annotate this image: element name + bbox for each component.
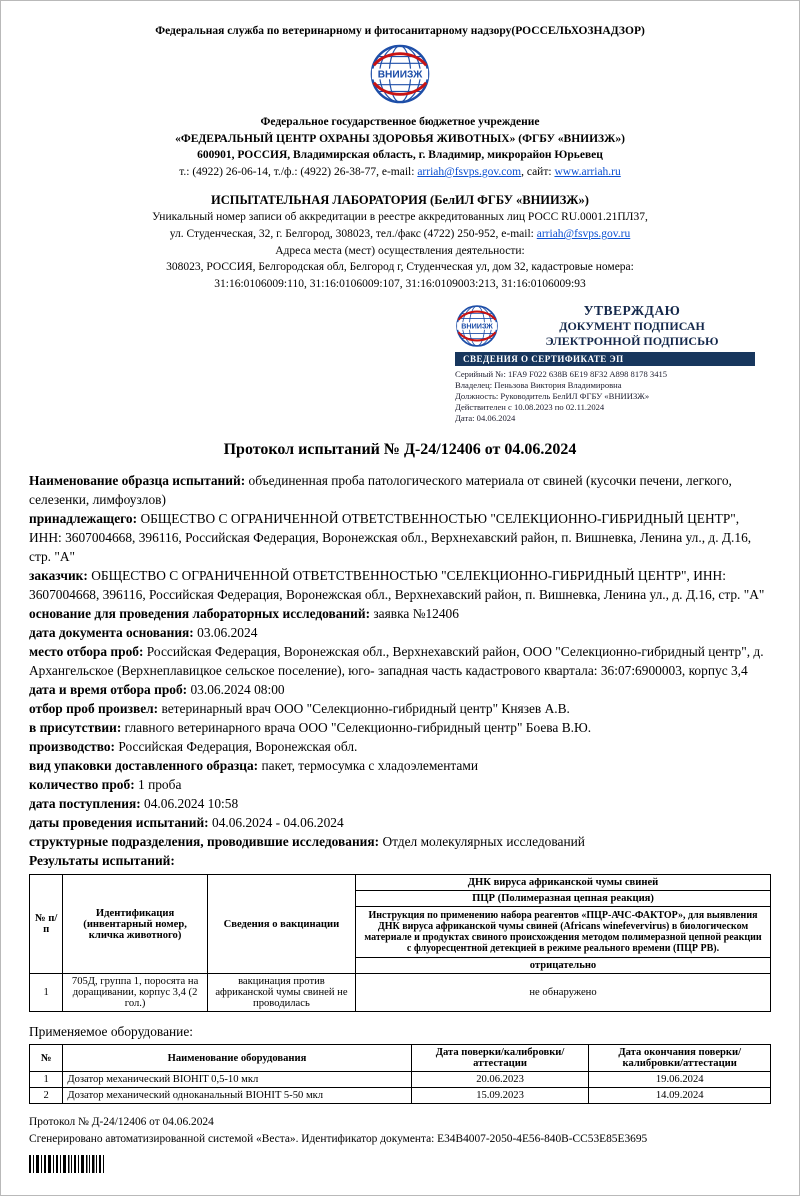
agency-title: Федеральная служба по ветеринарному и фитосанитарному надзору(РОССЕЛЬХОЗНАДЗОР) — [155, 25, 645, 37]
protocol-field: дата и время отбора проб: 03.06.2024 08:00 — [29, 682, 285, 697]
protocol-field: принадлежащего: ОБЩЕСТВО С ОГРАНИЧЕННОЙ ОТВЕТСТВЕННОСТЬЮ "СЕЛЕКЦИОННО-ГИБРИДНЫЙ ЦЕНТР", ИНН: 3607004668, 396116, Российская Федерация, Воронежская обл., Верхнехавский район, п. Вишневка, Ленина ул., д. Д.16, стр. "А" — [29, 510, 752, 564]
col-header-identification: Идентификация (инвентарный номер, кличка животного) — [63, 875, 207, 974]
eq-col-date-from: Дата поверки/калибровки/аттестации — [411, 1045, 589, 1072]
footer — [29, 1114, 771, 1178]
eq-col-num: № — [30, 1045, 63, 1072]
protocol-field: Результаты испытаний: — [29, 853, 175, 869]
stamp-validity: Действителен с 10.08.2023 по 02.11.2024 — [455, 402, 605, 413]
row-num: 1 — [30, 974, 63, 1012]
svg-text:ВНИИЗЖ: ВНИИЗЖ — [377, 69, 423, 81]
method-doc-cell: Инструкция по применению набора реагентов «ПЦР-АЧС-ФАКТОР», для выявления ДНК вируса африканской чумы свиней (Africans winefevervirus) в биологическом материале и продуктах свиного происхождения методом полимеразной цепной реакции с флуоресцентной детекцией в режиме реального времени (ПЦР РВ). — [356, 907, 771, 958]
equipment-heading: Применяемое оборудование: — [29, 1024, 194, 1040]
protocol-field: структурные подразделения, проводившие исследования: Отдел молекулярных исследований — [29, 834, 585, 850]
protocol-field: отбор проб произвел: ветеринарный врач ООО "Селекционно-гибридный центр" Князев А.В. — [29, 701, 570, 717]
protocol-field: производство: Российская Федерация, Воронежская обл. — [29, 739, 358, 755]
method-cell: ПЦР (Полимеразная цепная реакция) — [356, 891, 771, 907]
activity-label: Адреса места (мест) осуществления деятельности: — [275, 244, 525, 257]
lab-address-line — [29, 226, 771, 243]
stamp-approve: УТВЕРЖДАЮ — [583, 302, 681, 318]
svg-text:ВНИИЗЖ: ВНИИЗЖ — [461, 321, 493, 331]
protocol-field: дата поступления: 04.06.2024 10:58 — [29, 796, 239, 812]
norm-cell: отрицательно — [356, 958, 771, 974]
row-identification: 705Д, группа 1, поросята на доращивании, корпус 3,4 (2 гол.) — [63, 974, 207, 1012]
contacts-prefix: т.: (4922) 26-06-14, т./ф.: (4922) 26-38-77, e-mail: — [179, 166, 418, 179]
globe-logo-icon — [369, 43, 431, 105]
website-link[interactable]: www.arriah.ru — [554, 166, 621, 179]
footer-protocol-number: Протокол № Д-24/12406 от 04.06.2024 — [29, 1116, 214, 1129]
institution-contacts — [29, 164, 771, 181]
table-row — [30, 974, 771, 1012]
protocol-field: даты проведения испытаний: 04.06.2024 - 04.06.2024 — [29, 815, 344, 831]
protocol-field: дата документа основания: 03.06.2024 — [29, 624, 258, 640]
col-header-vaccination: Сведения о вакцинации — [207, 875, 355, 974]
vniizh-logo — [29, 43, 771, 110]
eq-row-name: Дозатор механический BIOHIT 0,5-10 мкл — [63, 1072, 411, 1088]
e-signature-stamp — [455, 303, 755, 425]
stamp-cert-bar: СВЕДЕНИЯ О СЕРТИФИКАТЕ ЭП — [455, 352, 755, 366]
protocol-field: заказчик: ОБЩЕСТВО С ОГРАНИЧЕННОЙ ОТВЕТСТВЕННОСТЬЮ "СЕЛЕКЦИОННО-ГИБРИДНЫЙ ЦЕНТР", ИНН: 3607004668, 396116, Российская Федерация, Воронежская обл., Верхнехавский район, п. Вишневка, Ленина ул., д. Д.16, стр. "А" — [29, 567, 765, 602]
protocol-field: в присутствии: главного ветеринарного врача ООО "Селекционно-гибридный центр" Боева В.Ю. — [29, 720, 592, 736]
barcode — [29, 1155, 771, 1179]
institution-name: «ФЕДЕРАЛЬНЫЙ ЦЕНТР ОХРАНЫ ЗДОРОВЬЯ ЖИВОТНЫХ» (ФГБУ «ВНИИЗЖ») — [175, 132, 625, 145]
institution-address: 600901, РОССИЯ, Владимирская область, г. Владимир, микрорайон Юрьевец — [197, 149, 603, 162]
row-vaccination: вакцинация против африканской чумы свиней не проводилась — [207, 974, 355, 1012]
row-result: не обнаружено — [356, 974, 771, 1012]
stamp-serial: Серийный №: 1FA9 F022 638B 6E19 8F32 A898 8178 3415 — [455, 368, 668, 379]
stamp-date: Дата: 04.06.2024 — [455, 413, 516, 424]
stamp-signed-line1: ДОКУМЕНТ ПОДПИСАН — [559, 318, 705, 333]
cadastral-numbers: 31:16:0106009:110, 31:16:0106009:107, 31:16:0109003:213, 31:16:0106009:93 — [214, 278, 586, 291]
eq-row-num: 2 — [30, 1088, 63, 1104]
results-table — [29, 874, 771, 1012]
eq-col-name: Наименование оборудования — [63, 1045, 411, 1072]
equipment-table — [29, 1044, 771, 1104]
test-name-cell: ДНК вируса африканской чумы свиней — [356, 875, 771, 891]
protocol-field: Наименование образца испытаний: объединенная проба патологического материала от свиней (кусочки печени, легкого, селезенки, лимфоузлов) — [29, 472, 732, 507]
protocol-field: место отбора проб: Российская Федерация, Воронежская обл., Верхнехавский район, ООО "Селекционно-гибридный центр", д. Архангельское (Верхнеплавицкое сельское поселение), юго- западная часть кадастрового квартала: 36:07:6900003, корпус 3,4 — [29, 643, 764, 678]
contacts-mid: , сайт: — [521, 166, 555, 179]
eq-row-date-from: 20.06.2023 — [411, 1072, 589, 1088]
protocol-field: вид упаковки доставленного образца: пакет, термосумка с хладоэлементами — [29, 758, 479, 774]
table-row — [30, 1088, 771, 1104]
stamp-signed-line2: ЭЛЕКТРОННОЙ ПОДПИСЬЮ — [545, 333, 719, 348]
footer-generated-note: Сгенерировано автоматизированной системой «Веста». Идентификатор документа: E34B4007-2050-4E56-840B-CC53E85E3695 — [29, 1133, 648, 1146]
stamp-owner: Владелец: Пеньзова Виктория Владимировна — [455, 379, 622, 390]
col-header-num: № п/п — [30, 875, 63, 974]
eq-row-name: Дозатор механический одноканальный BIOHIT 5-50 мкл — [63, 1088, 411, 1104]
table-row — [30, 1072, 771, 1088]
activity-address: 308023, РОССИЯ, Белгородская обл, Белгород г, Студенческая ул, дом 32, кадастровые номера: — [166, 261, 634, 274]
protocol-fields — [29, 471, 771, 871]
email-lab-link[interactable]: arriah@fsvps.gov.ru — [536, 228, 631, 241]
stamp-globe-logo-icon — [455, 304, 499, 348]
page-title: Протокол испытаний № Д-24/12406 от 04.06.2024 — [223, 440, 577, 458]
protocol-field: основание для проведения лабораторных исследований: заявка №12406 — [29, 605, 459, 621]
eq-row-date-to: 19.06.2024 — [589, 1072, 771, 1088]
eq-row-date-to: 14.09.2024 — [589, 1088, 771, 1104]
accreditation-line: Уникальный номер записи об аккредитации в реестре аккредитованных лиц РОСС RU.0001.21ПЛ37, — [152, 211, 648, 224]
email-main-link[interactable]: arriah@fsvps.gov.com — [417, 166, 522, 179]
eq-row-num: 1 — [30, 1072, 63, 1088]
eq-row-date-from: 15.09.2023 — [411, 1088, 589, 1104]
stamp-position: Должность: Руководитель БелИЛ ФГБУ «ВНИИЗЖ» — [455, 391, 650, 402]
eq-col-date-to: Дата окончания поверки/калибровки/аттестации — [589, 1045, 771, 1072]
institution-type: Федеральное государственное бюджетное учреждение — [260, 116, 540, 128]
protocol-field: количество проб: 1 проба — [29, 777, 182, 793]
lab-address-prefix: ул. Студенческая, 32, г. Белгород, 308023, тел./факс (4722) 250-952, e-mail: — [169, 228, 537, 241]
lab-title: ИСПЫТАТЕЛЬНАЯ ЛАБОРАТОРИЯ (БелИЛ ФГБУ «ВНИИЗЖ») — [211, 192, 589, 207]
